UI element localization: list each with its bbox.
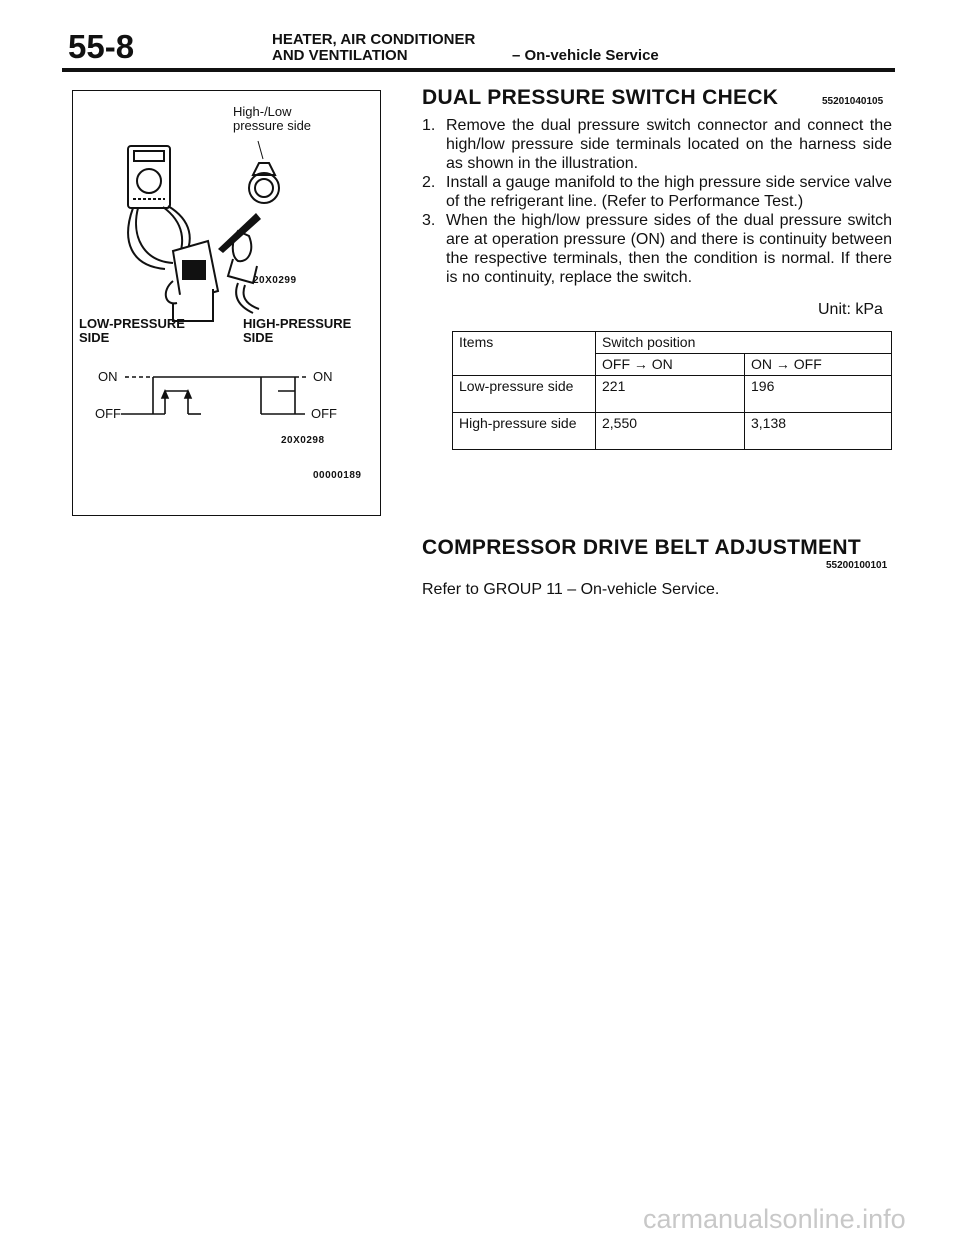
multimeter-icon [128, 146, 170, 208]
watermark: carmanualsonline.info [643, 1204, 906, 1234]
table-cell-off-on: 221 [596, 376, 745, 413]
step-item [420, 116, 892, 173]
dual-check-heading: DUAL PRESSURE SWITCH CHECK [422, 86, 779, 109]
on-label-left: ON [98, 369, 118, 384]
callout-line1: High-/Low [233, 104, 292, 119]
illustration-box [72, 90, 381, 516]
step-text: Install a gauge manifold to the high pressure side service valve of the refrigerant line. (Refer to Performance Test.) [446, 174, 892, 210]
table-cell-off-on: 2,550 [596, 413, 745, 450]
chapter-title-line1: HEATER, AIR CONDITIONER [272, 31, 476, 48]
step-text: Remove the dual pressure switch connector and connect the high/low pressure side terminals located on the harness side as shown in the illustration. [446, 117, 892, 172]
page-number: 55-8 [68, 28, 135, 65]
callout-leader [258, 141, 263, 159]
table-cell-on-off: 196 [745, 376, 892, 413]
step-number: 3. [422, 212, 436, 229]
figure-code-mid: 20X0298 [281, 435, 325, 446]
dual-check-steps [420, 116, 892, 287]
section-title: – On-vehicle Service [512, 47, 659, 64]
belt-heading: COMPRESSOR DRIVE BELT ADJUSTMENT [422, 536, 861, 559]
off-label-left: OFF [95, 406, 121, 421]
figure-code-bottom: 00000189 [313, 470, 362, 481]
switch-connector-icon [166, 241, 218, 321]
table-cell-on-off: 3,138 [745, 413, 892, 450]
circuit-tester-illustration [73, 91, 379, 511]
table-row [453, 376, 892, 413]
table-cell-item: Low-pressure side [453, 376, 596, 413]
step-item [420, 211, 892, 287]
high-pressure-label [243, 317, 351, 345]
figure-code-top: 20X0299 [253, 275, 297, 286]
belt-ref: 55200100101 [826, 560, 888, 571]
callout-line2: pressure side [233, 118, 312, 133]
table-cell-item: High-pressure side [453, 413, 596, 450]
low-pressure-label-line2: SIDE [79, 330, 110, 345]
step-number: 2. [422, 174, 436, 191]
step-item [420, 173, 892, 211]
belt-text: Refer to GROUP 11 – On-vehicle Service. [422, 581, 720, 598]
unit-label: Unit: kPa [818, 301, 883, 318]
table-row [453, 413, 892, 450]
pressure-switch-icon [249, 163, 279, 203]
table-header-on-off: ON → OFF [745, 354, 892, 376]
off-label-right: OFF [311, 406, 337, 421]
table-header-off-on: OFF → ON [596, 354, 745, 376]
table-header-items: Items [453, 332, 596, 376]
on-label-right: ON [313, 369, 333, 384]
chapter-title [272, 32, 475, 64]
dual-check-ref: 55201040105 [822, 96, 884, 107]
table-header-switch: Switch position [596, 332, 892, 354]
on-off-timing-diagram [121, 377, 309, 414]
pressure-spec-table [452, 331, 892, 450]
header-rule [62, 68, 895, 72]
high-pressure-label-line1: HIGH-PRESSURE [243, 316, 352, 331]
chapter-title-line2: AND VENTILATION [272, 47, 408, 64]
step-number: 1. [422, 117, 436, 134]
step-text: When the high/low pressure sides of the dual pressure switch are at operation pressure (ON) and there is continuity between the respective terminals, then the condition is normal. If there is no continuity, replace the switch. [446, 212, 892, 286]
low-pressure-label-line1: LOW-PRESSURE [79, 316, 185, 331]
direction-arrow-icon [218, 213, 261, 253]
high-pressure-label-line2: SIDE [243, 330, 274, 345]
low-pressure-label [79, 317, 185, 345]
